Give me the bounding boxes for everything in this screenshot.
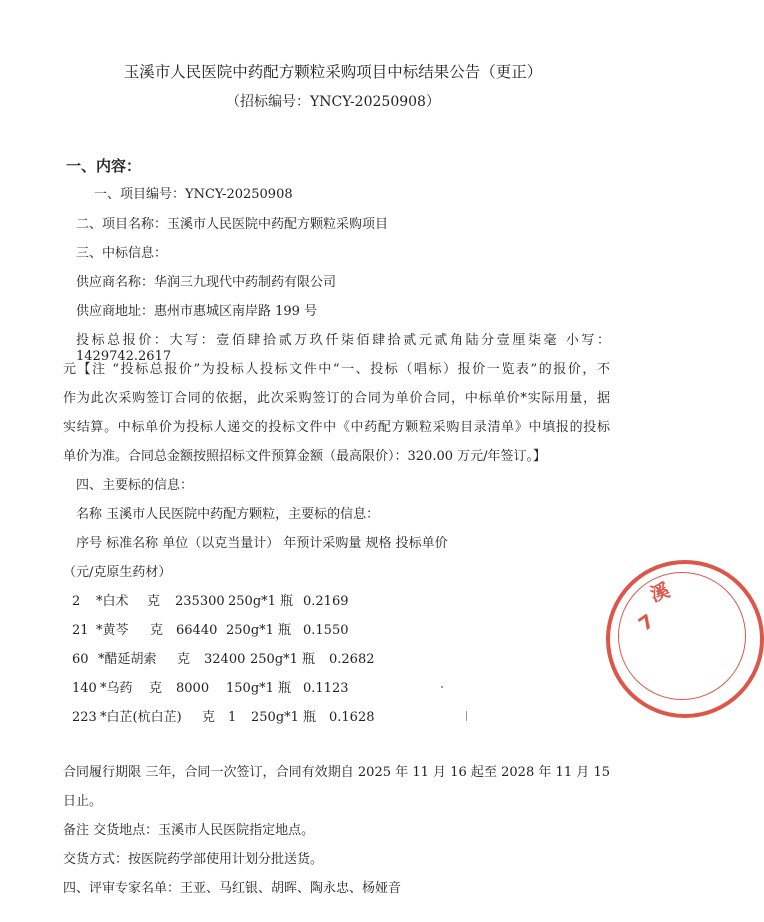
seal-char: 溪 [647,579,673,607]
item-unit: 克 [147,594,161,609]
bid-price-line-5: 单价为准。合同总金额按照招标文件预算金额（最高限价）：320.00 万元/年签订。】 [63,449,547,464]
document-title: 玉溪市人民医院中药配方颗粒采购项目中标结果公告（更正） [123,63,543,81]
bid-price-line-1: 投标总报价：大写：壹佰肆拾贰万玖仟柒佰肆拾贰元贰角陆分壹厘柒毫 小写：1429742.2617 [76,333,610,364]
item-spec: 150g*1 瓶 [226,681,292,696]
project-number: 一、项目编号：YNCY-20250908 [94,187,293,202]
table-header: 序号 标准名称 单位（以克当量计） 年预计采购量 规格 投标单价 [76,536,448,551]
bid-price-line-2: 元【注 “投标总报价”为投标人投标文件中“一、投标（唱标）报价一览表”的报价，不 [63,362,610,377]
scan-speck [466,711,467,721]
item-no: 140 [72,681,97,696]
item-spec: 250g*1 瓶 [226,623,292,638]
seal-char: 7 [634,610,659,636]
item-no: 223 [72,710,97,725]
table-row [0,652,666,668]
delivery-method: 交货方式：按医院药学部使用计划分批送货。 [63,852,324,867]
item-name: *白术 [96,594,129,609]
item-qty: 1 [228,710,237,725]
table-row [0,623,666,639]
item-name: *黄芩 [96,623,129,638]
item-qty: 32400 [204,652,246,667]
item-price: 0.1123 [303,681,349,696]
item-price: 0.1628 [329,710,375,725]
item-spec: 250g*1 瓶 [250,652,316,667]
subject-name-line: 名称 玉溪市人民医院中药配方颗粒，主要标的信息： [76,507,380,522]
bid-price-line-4: 实结算。中标单价为投标人递交的投标文件中《中药配方颗粒采购目录清单》中填报的投标 [63,420,610,435]
item-unit: 克 [150,623,164,638]
item-qty: 66440 [176,623,218,638]
item-no: 21 [72,623,89,638]
table-row [0,681,666,697]
table-header-unit: （元/克原生药材） [63,565,172,580]
item-spec: 250g*1 瓶 [251,710,317,725]
supplier-name: 供应商名称：华润三九现代中药制药有限公司 [76,275,337,290]
item-qty: 235300 [175,594,225,609]
item-price: 0.1550 [303,623,349,638]
winning-info-heading: 三、中标信息： [76,246,168,261]
item-name: *醋延胡索 [98,652,157,667]
table-row [0,594,666,610]
section-heading-content: 一、内容： [66,157,142,175]
delivery-location-remark: 备注 交货地点：玉溪市人民医院指定地点。 [63,823,315,838]
item-qty: 8000 [176,681,210,696]
item-unit: 克 [202,710,216,725]
item-no: 2 [72,594,81,609]
table-row [0,710,666,726]
item-name: *白芷(杭白芷) [100,710,182,725]
item-spec: 250g*1 瓶 [228,594,294,609]
item-no: 60 [72,652,89,667]
bid-price-line-3: 作为此次采购签订合同的依据，此次采购签订的合同为单价合同，中标单价*实际用量，据 [63,391,610,406]
project-name: 二、项目名称：玉溪市人民医院中药配方颗粒采购项目 [76,217,389,232]
contract-line-2: 日止。 [63,794,103,809]
item-name: *乌药 [100,681,133,696]
main-subject-heading: 四、主要标的信息： [76,478,194,493]
scan-speck [441,686,443,688]
expert-list: 四、评审专家名单：王亚、马红银、胡晖、陶永忠、杨娅音 [63,881,402,896]
official-seal [606,560,764,718]
item-unit: 克 [177,652,191,667]
item-price: 0.2169 [303,594,349,609]
bid-number-line: （招标编号：YNCY-20250908） [226,94,440,110]
contract-line-1: 合同履行期限 三年，合同一次签订，合同有效期自 2025 年 11 月 16 起至 2028 年 11 月 15 [63,765,610,780]
item-price: 0.2682 [329,652,375,667]
supplier-address: 供应商地址：惠州市惠城区南岸路 199 号 [76,304,318,319]
item-unit: 克 [149,681,163,696]
